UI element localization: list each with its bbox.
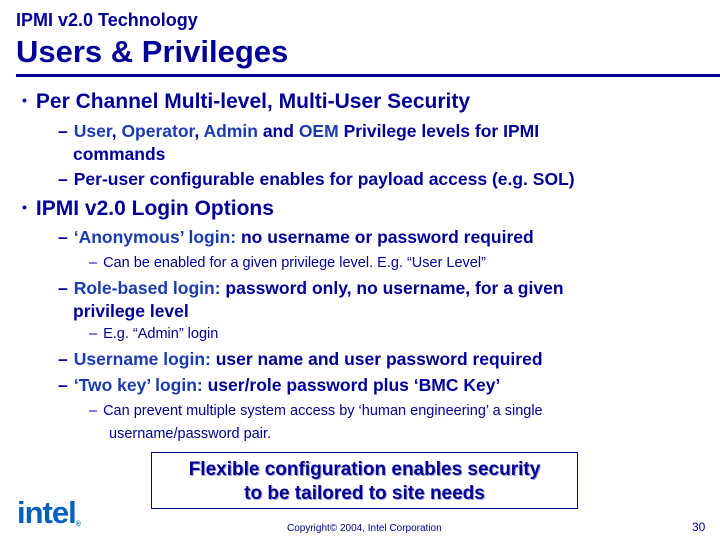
subbullet-text: Per-user configurable enables for payload access (e.g. SOL) (73, 169, 575, 189)
privilege-user: User (73, 121, 112, 141)
copyright-notice: Copyright© 2004, Intel Corporation (287, 523, 442, 534)
subbullet-payload-access (58, 169, 575, 190)
subbullet-anonymous-login (58, 227, 534, 248)
subbullet-username-login (58, 349, 543, 370)
subbullet-twokey-login (58, 375, 500, 396)
logo-wordmark: intel (17, 495, 76, 530)
registered-mark: ® (75, 521, 81, 529)
bullet-text: IPMI v2.0 Login Options (35, 197, 274, 220)
login-type: ‘Two key’ login: (73, 375, 203, 395)
subbullet-continuation: privilege level (73, 301, 189, 321)
privilege-oem: OEM (298, 121, 339, 141)
bullet-login-options (22, 197, 274, 221)
login-type: Role-based login: (73, 278, 221, 298)
intel-logo (17, 495, 81, 532)
callout-line: Flexible configuration enables security (188, 459, 541, 480)
subsubbullet-twokey-detail (89, 403, 543, 419)
detail-text: E.g. “Admin” login (103, 326, 219, 342)
subsubbullet-anonymous-detail (89, 255, 486, 271)
dash-icon: – (89, 326, 98, 342)
title-divider (16, 74, 720, 77)
subbullet-role-login (58, 278, 564, 299)
dash-icon: – (58, 278, 68, 298)
dash-icon: – (58, 121, 68, 141)
login-type: Username login: (73, 349, 211, 369)
subbullet-continuation: commands (73, 144, 166, 164)
privilege-operator: Operator (121, 121, 195, 141)
conjunction: and (262, 121, 294, 141)
subbullet-privilege-levels (58, 121, 539, 142)
slide-title: Users & Privileges (16, 34, 289, 69)
subsubbullet-role-detail (89, 326, 218, 342)
separator: , (111, 121, 117, 141)
subbullet-text: user/role password plus ‘BMC Key’ (207, 375, 501, 395)
subsubbullet-continuation: username/password pair. (109, 426, 271, 442)
dash-icon: – (58, 169, 68, 189)
bullet-icon: • (22, 199, 27, 215)
separator: , (194, 121, 200, 141)
bullet-text: Per Channel Multi-level, Multi-User Security (35, 90, 471, 113)
subbullet-text: user name and user password required (215, 349, 543, 369)
page-number: 30 (692, 520, 706, 534)
callout-line: to be tailored to site needs (244, 483, 485, 504)
bullet-icon: • (22, 92, 27, 108)
bullet-multilevel-security (22, 90, 470, 114)
dash-icon: – (58, 375, 68, 395)
slide-subtitle: IPMI v2.0 Technology (16, 10, 198, 30)
subbullet-text: Privilege levels for IPMI (343, 121, 540, 141)
subbullet-text: password only, no username, for a given (225, 278, 564, 298)
privilege-admin: Admin (203, 121, 258, 141)
detail-text: Can be enabled for a given privilege level. E.g. “User Level” (103, 255, 486, 271)
subbullet-text: no username or password required (240, 227, 534, 247)
callout-box (151, 452, 578, 509)
login-type: ‘Anonymous’ login: (73, 227, 237, 247)
detail-text: Can prevent multiple system access by ‘human engineering’ a single (103, 403, 543, 419)
dash-icon: – (89, 255, 98, 271)
dash-icon: – (89, 403, 98, 419)
dash-icon: – (58, 349, 68, 369)
dash-icon: – (58, 227, 68, 247)
